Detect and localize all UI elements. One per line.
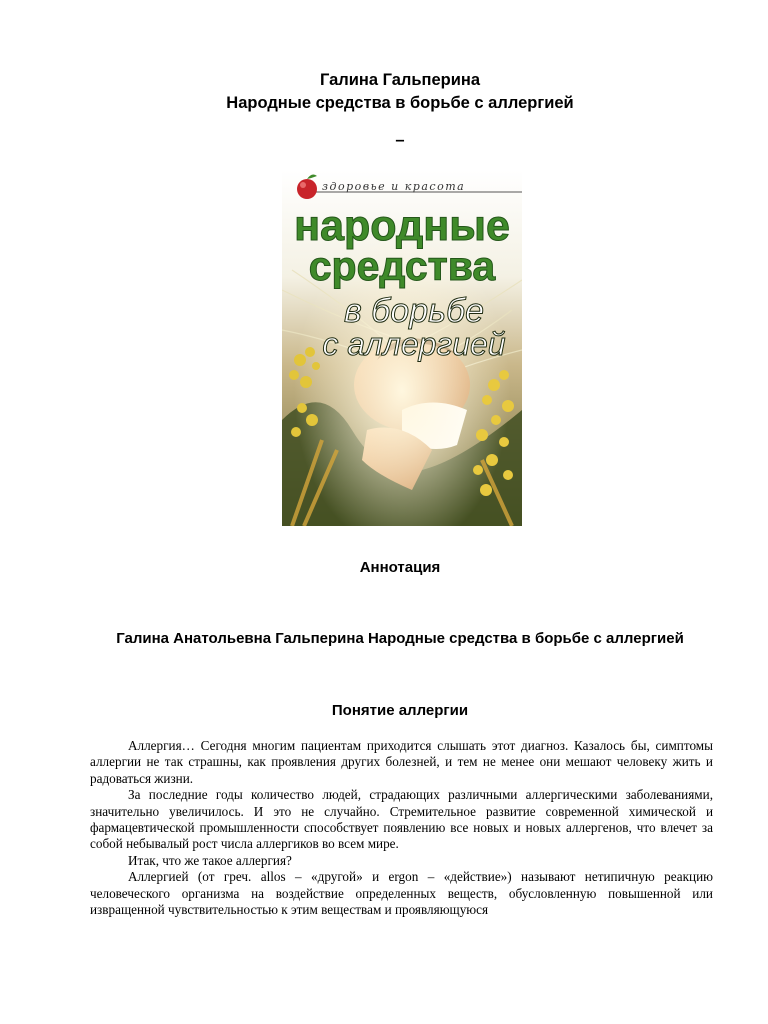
paragraph: За последние годы количество людей, страдающих различными аллергическими заболеваниями, значительно увеличилось. И это не случайно. Стремительное развитие современной химической и фармацевтической промышленности способствует появлению все новых и новых аллергенов, что влечет за собой небывалый рост числа аллергиков во всем мире. (90, 787, 713, 852)
cover-series: здоровье и красота (322, 180, 466, 193)
book-cover-image (282, 170, 522, 526)
cover-title-line4: с аллергией (322, 326, 506, 362)
cover-title-line1: народные (294, 202, 510, 250)
paragraph: Аллергия… Сегодня многим пациентам приходится слышать этот диагноз. Казалось бы, симптомы аллергии не так страшны, как проявления других болезней, и тем не менее они мешают человеку жить и радоваться жизни. (90, 738, 713, 786)
author-name: Галина Гальперина (319, 71, 481, 89)
body-text (90, 738, 713, 918)
paragraph: Аллергией (от греч. allos – «другой» и ergon – «действие») называют нетипичную реакцию человеческого организма на воздействие определенных веществ, обусловленную повышенной или извращенной чувствительностью к этим веществам и проявляющуюся (90, 869, 713, 918)
title-dash: – (395, 131, 405, 149)
paragraph: Итак, что же такое аллергия? (128, 852, 292, 868)
full-title: Галина Анатольевна Гальперина Народные средства в борьбе с аллергией (116, 630, 684, 647)
cover-title-line2: средства (308, 243, 496, 289)
cover-title-line3: в борьбе (343, 292, 485, 330)
annotation-heading: Аннотация (359, 559, 441, 576)
book-title: Народные средства в борьбе с аллергией (226, 94, 574, 112)
section-heading: Понятие аллергии (331, 702, 469, 719)
